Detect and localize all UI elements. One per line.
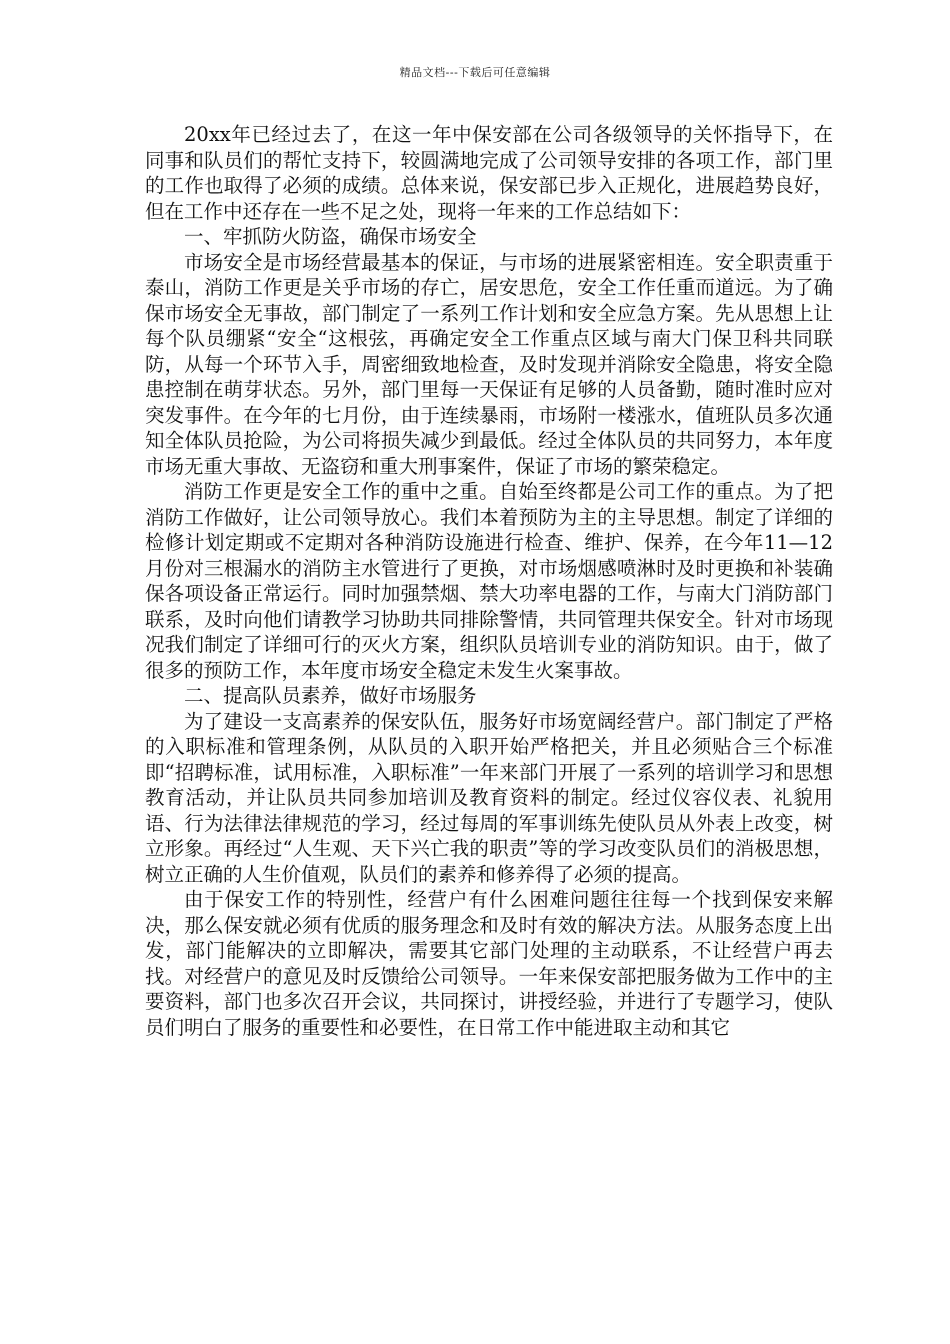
paragraph-intro: 20xx年已经过去了，在这一年中保安部在公司各级领导的关怀指导下，在同事和队员们的帮忙支持下，较圆满地完成了公司领导安排的各项工作，部门里的工作也取得了必须的成绩。总体来说，保安部已步入正规化，进展趋势良好，但在工作中还存在一些不足之处，现将一年来的工作总结如下： — [145, 123, 833, 223]
paragraph-market-safety: 市场安全是市场经营最基本的保证，与市场的进展紧密相连。安全职责重于泰山，消防工作更是关乎市场的存亡，居安思危，安全工作任重而道远。为了确保市场安全无事故，部门制定了一系列工作计划和安全应急方案。先从思想上让每个队员绷紧“安全“这根弦，再确定安全工作重点区域与南大门保卫科共同联防，从每一个环节入手，周密细致地检查，及时发现并消除安全隐患，将安全隐患控制在萌芽状态。另外，部门里每一天保证有足够的人员备勤，随时准时应对突发事件。在今年的七月份，由于连续暴雨，市场附一楼涨水，值班队员多次通知全体队员抢险，为公司将损失减少到最低。经过全体队员的共同努力，本年度市场无重大事故、无盗窃和重大刑事案件，保证了市场的繁荣稳定。 — [145, 250, 833, 478]
paragraph-team-quality: 为了建设一支高素养的保安队伍，服务好市场宽阔经营户。部门制定了严格的入职标准和管理条例，从队员的入职开始严格把关，并且必须贴合三个标准即“招聘标准，试用标准，入职标准”一年来部门开展了一系列的培训学习和思想教育活动，并让队员共同参加培训及教育资料的制定。经过仪容仪表、礼貌用语、行为法律法律规范的学习，经过每周的军事训练先使队员从外表上改变，树立形象。再经过“人生观、天下兴亡我的职责”等的学习改变队员们的消极思想，树立正确的人生价值观，队员们的素养和修养得了必须的提高。 — [145, 709, 833, 886]
paragraph-fire-safety: 消防工作更是安全工作的重中之重。自始至终都是公司工作的重点。为了把消防工作做好，让公司领导放心。我们本着预防为主的主导思想。制定了详细的检修计划定期或不定期对各种消防设施进行检查、维护、保养，在今年11—12月份对三根漏水的消防主水管进行了更换，对市场烟感喷淋时及时更换和补装确保各项设备正常运行。同时加强禁烟、禁大功率电器的工作，与南大门消防部门联系，及时向他们请教学习协助共同排除警情，共同管理共保安全。针对市场现况我们制定了详细可行的灭火方案，组织队员培训专业的消防知识。由于，做了很多的预防工作，本年度市场安全稳定未发生火案事故。 — [145, 480, 833, 682]
paragraph-service: 由于保安工作的特别性，经营户有什么困难问题往往每一个找到保安来解决，那么保安就必须有优质的服务理念和及时有效的解决方法。从服务态度上出发，部门能解决的立即解决，需要其它部门处理的主动联系，不让经营户再去找。对经营户的意见及时反馈给公司领导。一年来保安部把服务做为工作中的主要资料，部门也多次召开会议，共同探讨，讲授经验，并进行了专题学习，使队员们明白了服务的重要性和必要性，在日常工作中能进取主动和其它 — [145, 888, 833, 1039]
document-body — [145, 122, 833, 1040]
section-heading-2: 二、提高队员素养，做好市场服务 — [184, 684, 477, 707]
section-heading-1: 一、牢抓防火防盗，确保市场安全 — [184, 225, 477, 248]
page-header: 精品文档---下载后可任意编辑 — [399, 66, 551, 79]
